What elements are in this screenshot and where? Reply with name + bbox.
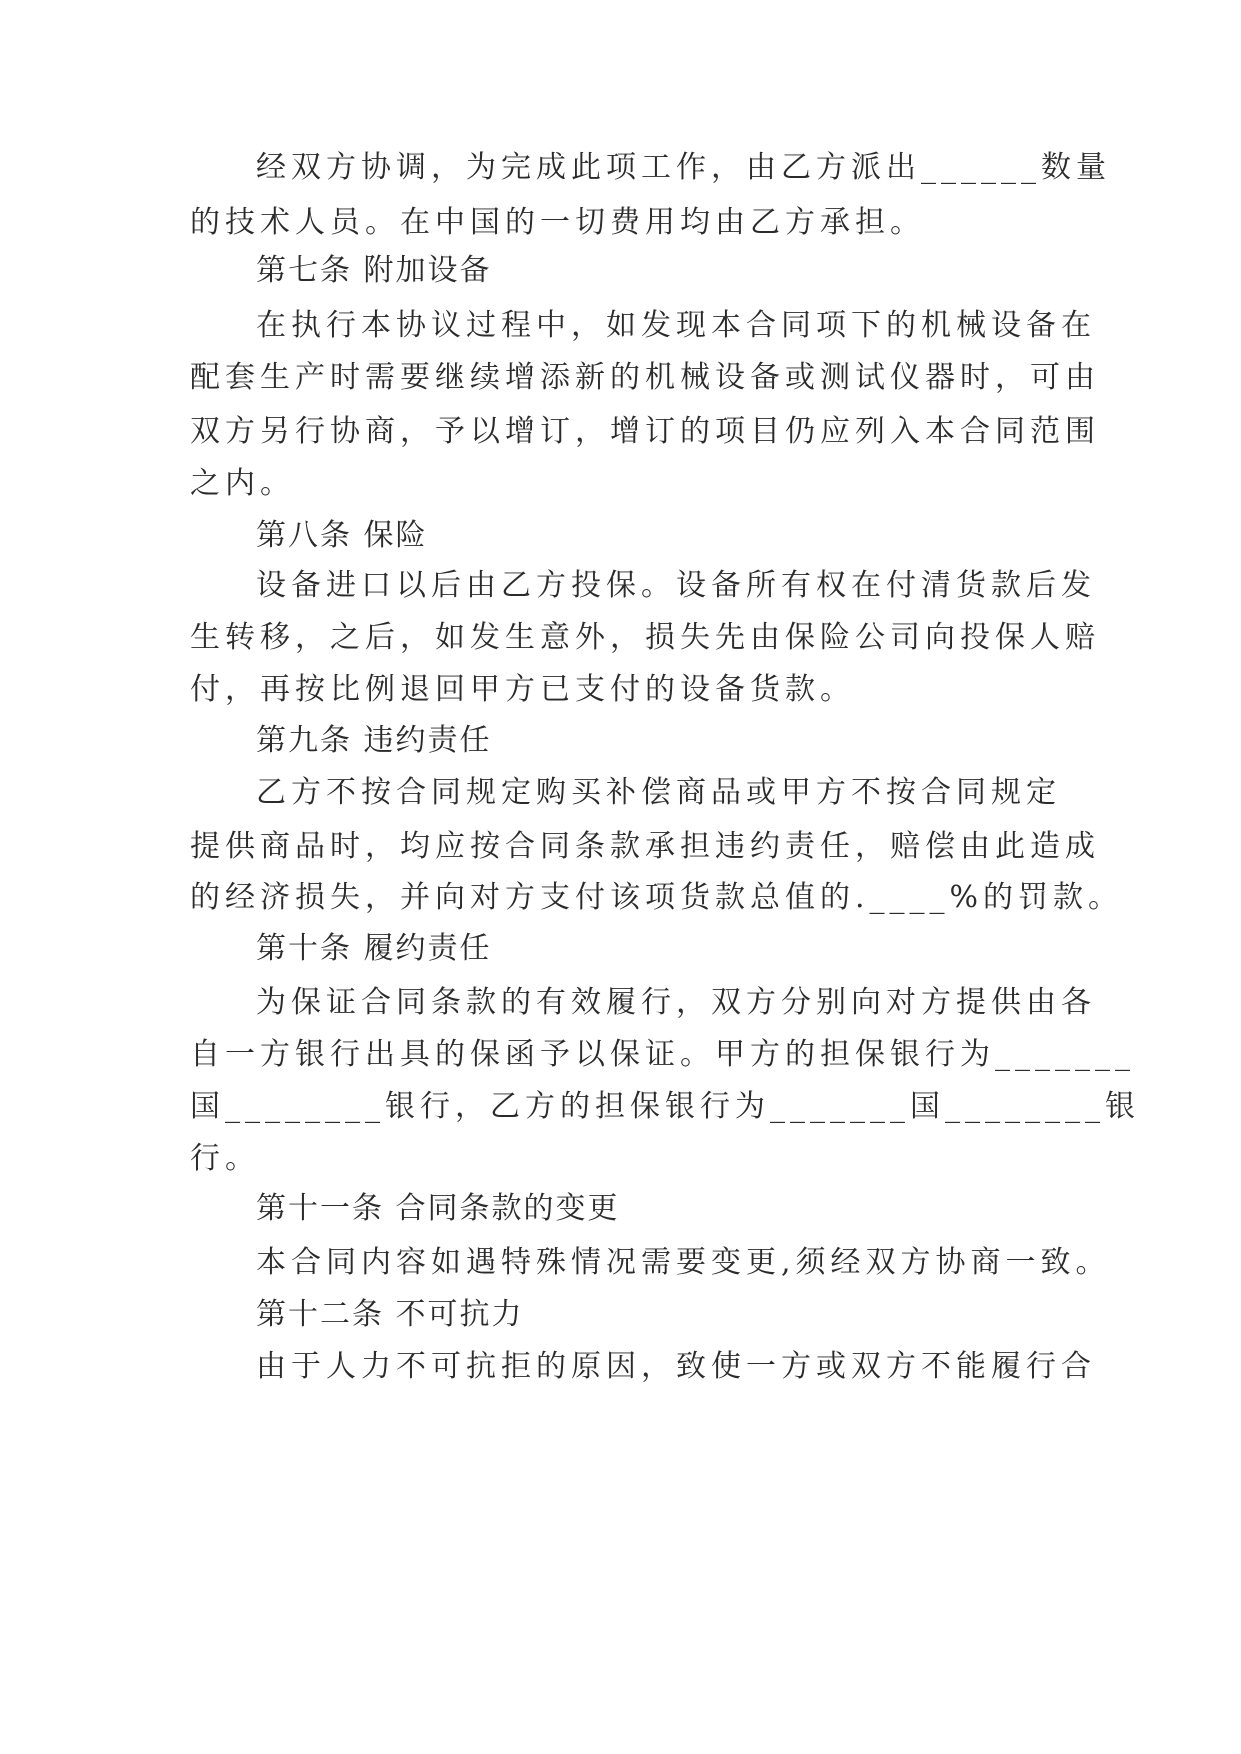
section-heading: 第七条 附加设备 xyxy=(256,253,492,288)
paragraph-line: 的技术人员。在中国的一切费用均由乙方承担。 xyxy=(190,205,925,240)
paragraph-line: 之内。 xyxy=(190,466,295,501)
section-heading: 第九条 违约责任 xyxy=(256,723,492,758)
paragraph-line: 本合同内容如遇特殊情况需要变更,须经双方协商一致。 xyxy=(256,1245,1111,1280)
paragraph-line: 行。 xyxy=(190,1141,260,1176)
paragraph-line: 设备进口以后由乙方投保。设备所有权在付清货款后发 xyxy=(256,568,1096,603)
paragraph-line: 生转移，之后，如发生意外，损失先由保险公司向投保人赔 xyxy=(190,620,1100,655)
paragraph-line: 国________银行，乙方的担保银行为_______国________银 xyxy=(190,1089,1140,1124)
paragraph-line: 在执行本协议过程中，如发现本合同项下的机械设备在 xyxy=(256,308,1096,343)
paragraph-line: 付，再按比例退回甲方已支付的设备货款。 xyxy=(190,672,855,707)
section-heading: 第十条 履约责任 xyxy=(256,931,492,966)
paragraph-line: 自一方银行出具的保函予以保证。甲方的担保银行为_______ xyxy=(190,1037,1135,1072)
paragraph-line: 由于人力不可抗拒的原因，致使一方或双方不能履行合 xyxy=(256,1349,1096,1384)
section-heading: 第十二条 不可抗力 xyxy=(256,1297,524,1332)
paragraph-line: 经双方协调，为完成此项工作，由乙方派出______数量 xyxy=(256,150,1111,185)
paragraph-line: 为保证合同条款的有效履行，双方分别向对方提供由各 xyxy=(256,985,1096,1020)
paragraph-line: 的经济损失，并向对方支付该项货款总值的.____%的罚款。 xyxy=(190,880,1124,915)
section-heading: 第十一条 合同条款的变更 xyxy=(256,1191,620,1226)
paragraph-line: 乙方不按合同规定购买补偿商品或甲方不按合同规定 xyxy=(256,775,1061,810)
paragraph-line: 提供商品时，均应按合同条款承担违约责任，赔偿由此造成 xyxy=(190,829,1100,864)
section-heading: 第八条 保险 xyxy=(256,518,428,553)
paragraph-line: 双方另行协商，予以增订，增订的项目仍应列入本合同范围 xyxy=(190,414,1100,449)
paragraph-line: 配套生产时需要继续增添新的机械设备或测试仪器时，可由 xyxy=(190,360,1100,395)
